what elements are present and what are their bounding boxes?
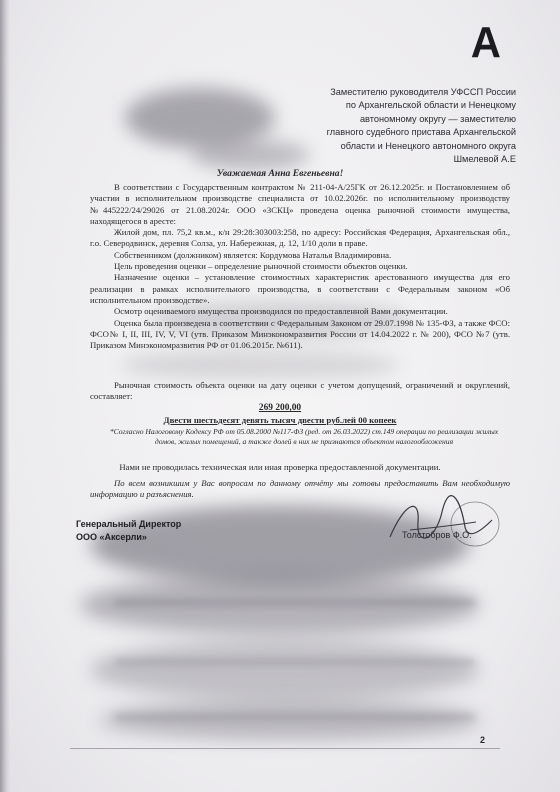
body-paragraph: Собственником (должником) является: Кордумова Наталья Владимировна. bbox=[114, 249, 392, 260]
scan-edge-shadow bbox=[0, 0, 10, 792]
addressee-line: по Архангельской области и Ненецкому bbox=[345, 100, 516, 111]
scan-smudge bbox=[80, 575, 480, 635]
tax-footnote: *Согласно Налоговому Кодексу РФ от 05.08.2000 №117-ФЗ (ред. от 26.03.2022) ст.149 операции по реализации жилых домов, жилых помещений, а также долей в них не признаются объектом налогообложения bbox=[109, 427, 499, 446]
salutation: Уважаемая Анна Евгеньевна! bbox=[216, 168, 344, 179]
letter-body bbox=[90, 182, 510, 351]
addressee-line: Заместителю руководителя УФССП России bbox=[330, 87, 516, 97]
body-paragraph: Осмотр оцениваемого имущества производился по предоставленной Вами документации. bbox=[114, 306, 448, 317]
addressee-line: главного судебного пристава Архангельской bbox=[326, 127, 516, 138]
scan-smudge bbox=[100, 700, 480, 740]
footer-divider bbox=[70, 748, 500, 749]
valuation-amount-words: Двести шестьдесят девять тысяч двести руб.лей 00 копеек bbox=[163, 415, 397, 425]
scan-smudge bbox=[120, 350, 400, 380]
addressee-line: автономному округу — заместителю bbox=[359, 113, 516, 124]
page-number: 2 bbox=[480, 735, 486, 745]
addressee-line: Шмелевой А.Е bbox=[453, 154, 516, 165]
signer-name: Толстобров Ф.О. bbox=[402, 530, 472, 540]
body-paragraph: Жилой дом, пл. 75,2 кв.м., к/н 29:28:303003:258, по адресу: Российская Федерация, Архангельская обл., г.о. Северодвинск, деревня Солза, ул. Набережная, д. 12, 1/10 доли в праве. bbox=[90, 227, 510, 249]
offer-paragraph: По всем возникшим у Вас вопросам по данному отчёту мы готовы предоставить Вам необходимую информацию и разъяснения. bbox=[90, 478, 510, 500]
valuation-intro-block bbox=[90, 380, 510, 403]
director-block bbox=[76, 518, 181, 544]
addressee-block bbox=[256, 86, 516, 166]
scan-smudge bbox=[90, 640, 480, 700]
valuation-intro: Рыночная стоимость объекта оценки на дату оценки с учетом допущений, ограничений и округлений, составляет: bbox=[90, 380, 510, 402]
director-position: Генеральный Директор bbox=[76, 519, 182, 529]
scan-smudge bbox=[125, 88, 275, 148]
valuation-amount: 269 200,00 bbox=[258, 403, 302, 413]
scan-streak bbox=[115, 600, 475, 605]
scan-streak bbox=[115, 715, 475, 719]
body-paragraph: Цель проведения оценки – определение рыночной стоимости объектов оценки. bbox=[114, 261, 408, 272]
body-paragraph: Назначение оценки – установление стоимостных характеристик арестованного имущества для его реализации в рамках исполнительного производства, в соответствии с Федеральным законом «Об исполнительном производстве». bbox=[90, 272, 510, 305]
addressee-line: области и Ненецкого автономного округа bbox=[340, 140, 516, 151]
body-paragraph: Оценка была произведена в соответствии с Федеральным Законом от 29.07.1998 № 135-ФЗ, а также ФСО: ФСО№ I, II, III, IV, V, VI (утв. Приказом Минэкономразвития России от 14.04.2022 г. № 200), ФСО №7 (утв. Приказом Минэкономразвития РФ от 01.06.2015г. №611). bbox=[90, 317, 510, 351]
body-paragraph: В соответствии с Государственным контрактом № 211-04-А/25ГК от 26.12.2025г. и Постановлением об участии в исполнительном производстве специалиста от 10.02.2026г. по исполнительному производству №445222/24/29026 от 21.08.2024г. ООО «ЗСКЦ» проведена оценка рыночной стоимости имущества, находящегося в аресте: bbox=[90, 182, 510, 226]
director-company: ООО «Аксерли» bbox=[76, 532, 147, 542]
document-letter-mark: А bbox=[470, 18, 501, 67]
no-check-statement: Нами не проводилась техническая или иная проверка предоставленной документации. bbox=[119, 462, 441, 472]
scan-streak bbox=[115, 660, 475, 664]
handwritten-signature bbox=[380, 492, 500, 552]
